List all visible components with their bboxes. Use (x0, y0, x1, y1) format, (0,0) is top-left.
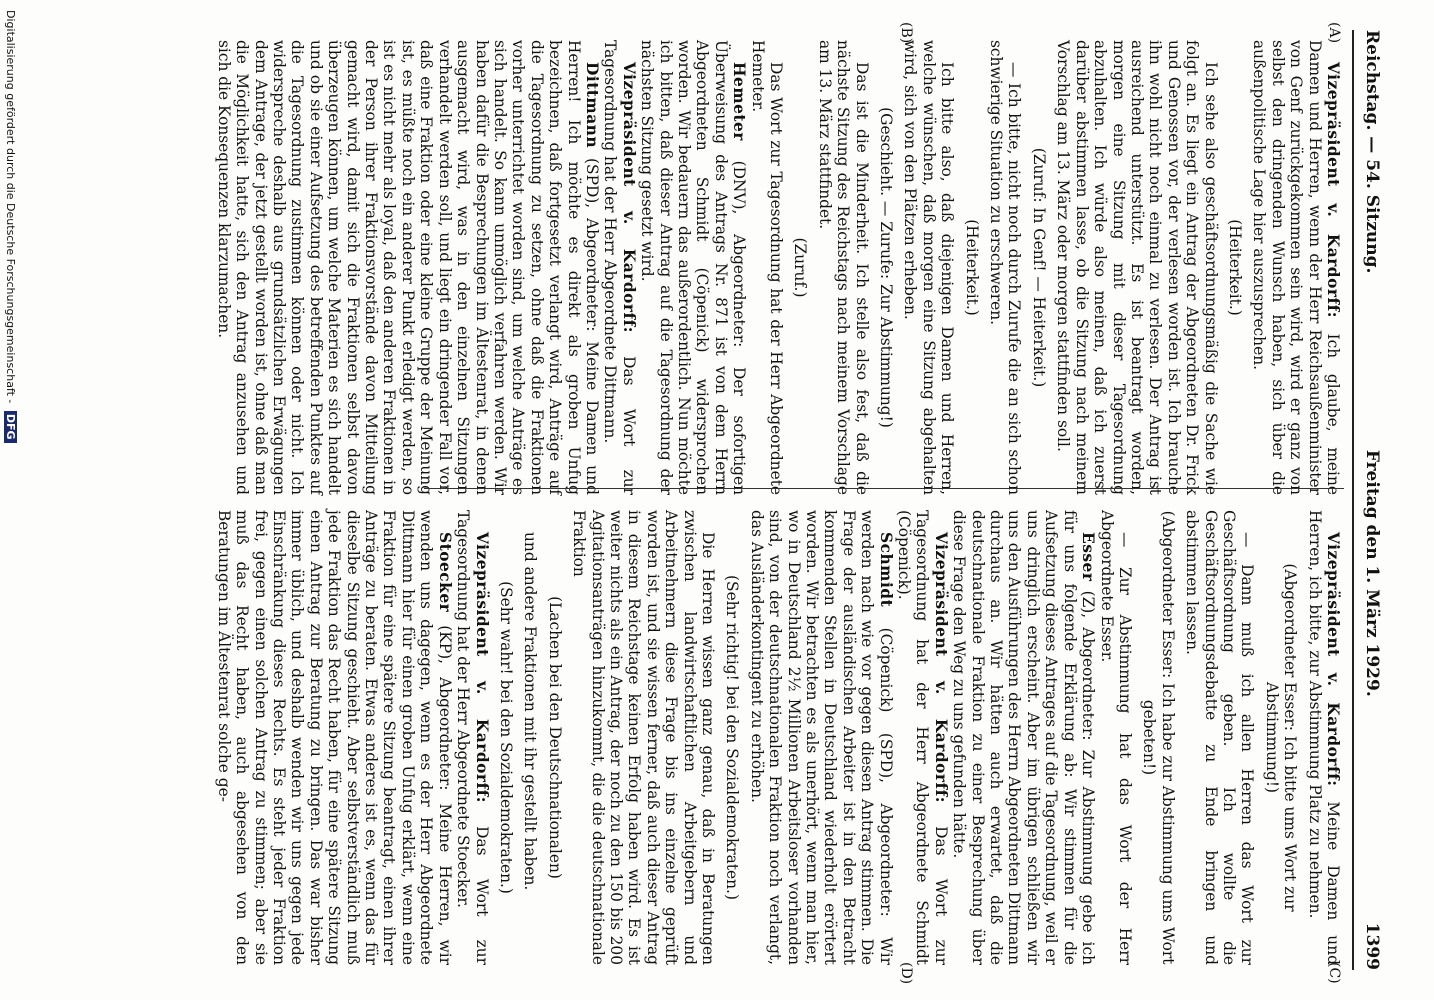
interjection: (Heiterkeit.) (962, 219, 981, 316)
footer (4, 10, 17, 990)
speaker-name: Vizepräsident v. Kardorff: (1324, 532, 1342, 787)
paragraph-text: Das Wort zur Tagesordnung hat der Herr Abgeordnete Stoecker. (454, 510, 491, 965)
paragraph (521, 510, 539, 965)
dfg-logo: DFG (4, 411, 17, 443)
speaker-name: Vizepräsident v. Kardorff: (472, 532, 491, 803)
paragraph (1054, 40, 1220, 495)
paragraph-text: Das Wort zur Tagesordnung hat der Herr Abgeordnete Hemeter. (748, 40, 786, 495)
margin-marker-d: (D) (898, 962, 914, 985)
paragraph (747, 510, 894, 965)
paragraph (1097, 510, 1134, 965)
header-rule (1352, 30, 1354, 970)
speaker-name: Esser (1079, 532, 1098, 582)
speaker-name: Dittmann (582, 62, 601, 149)
paragraph (214, 40, 601, 495)
header-date (1362, 450, 1382, 970)
paragraph-text: (Cöpenick) (SPD), Abgeordneter: Wir werden nach wie vor gegen diesen Antrag stimmen. Die Frage der ausländischen Arbeiter ist in den Betracht kommenden Stellen in Deutschland wiederholt erörtert worden. Wir betrachten es als unerhört, wenn man hier, wo in Deutschland 2½ Millionen Arbeitsloser vorhanden sind, von der deutschnationalen Fraktion noch verlangt, das Ausländerkontingent zu erhöhen. (747, 510, 895, 965)
paragraph-text: (SPD), Abgeordneter: Meine Damen und Herren! Ich möchte es direkt als groben Unfug bezeichnen, daß fortgesetzt verlangt wird, Anträge auf die Tagesordnung zu setzen, ohne daß die Fraktionen vorher unterrichtet worden sind, um welche Anträge es sich handelt. So kann unmöglich verfahren werden. Wir haben dafür die Besprechungen im Ältestenrat, in denen ausgemacht wird, was in den einzelnen Sitzungen verhandelt werden soll, und liegt ein dringender Fall vor, daß eine Fraktion oder eine kleine Gruppe der Meinung ist, es müßte noch ein anderer Punkt erledigt werden, so ist es nicht mehr als loyal, daß den anderen Fraktionen in der Person ihrer Fraktionsvorstände davon Mitteilung gemacht wird, damit sich die Fraktionen selbst davon überzeugen können, um welche Materien es sich handelt und ob sie einer Aufsetzung des betreffenden Punktes auf die Tagesordnung zustimmen können oder nicht. Ich widerspreche deshalb aus grundsätzlichen Erwägungen dem Antrage, der jetzt gestellt worden ist, ohne daß man die Möglichkeit hatte, sich den Antrag anzusehen und sich die Konsequenzen klarzumachen. (214, 40, 601, 495)
paragraph (1305, 510, 1342, 965)
interjection: (Sehr richtig! bei den Sozialdemokraten.) (723, 575, 742, 900)
page-number: 1399 (1362, 922, 1382, 970)
header-date-text: Freitag den 1. März 1929. (1362, 449, 1382, 697)
paragraph (1250, 40, 1342, 495)
interjection: (Lachen bei den Deutschnationalen) (545, 596, 564, 879)
interjection: (Zuruf: In Genf! — Heiterkeit.) (1029, 147, 1048, 388)
paragraph-text: Die Herren wissen ganz genau, daß in Beratungen zwischen landwirtschaftlichen Arbeitgebern und Arbeitnehmern diese Frage bis ins einzelne geprüft worden ist, und sie wissen ferner, daß auch dieser Antrag in diesem Reichstage keinen Erfolg haben wird. Es ist weiter nichts als ein Antrag, der noch zu den 150 bis 200 Agitationsanträgen hinzukommt, die die deutschnationale Fraktion (570, 510, 717, 965)
margin-marker-c: (C) (1326, 962, 1342, 984)
paragraph-text: (KP), Abgeordneter: Meine Herren, wir wenden uns dagegen, wenn es der Herr Abgeordnete Dittmann hier für einen groben Unfug erklärt, wenn eine Fraktion für eine spätere Sitzung beantragt, einen ihrer Anträge zu beraten. Etwas anderes ist es, wenn das für dieselbe Sitzung geschieht. Aber selbstverständlich muß jede Fraktion das Recht haben, für eine spätere Sitzung einen Antrag zur Beratung zu bringen. Das war bisher immer üblich, und deshalb wenden wir uns gegen jede Einschränkung dieses Rechts. Es steht jeder Fraktion frei, gegen einen solchen Antrag zu stimmen; aber sie muß das Recht haben, auch abgesehen von den Beratungen im Ältestenrat solche ge- (214, 510, 454, 965)
paragraph (1183, 510, 1257, 965)
paragraph-text: und andere Fraktionen mit ihr gestellt haben. (521, 532, 540, 891)
paragraph-text: Das ist die Minderheit. Ich stelle also fest, daß die nächste Sitzung des Reichstags nach meinem Vorschlage am 13. März stattfindet. (815, 40, 871, 495)
footer-text: Digitalisierung gefördert durch die Deutsche Forschungsgemeinschaft - (4, 10, 17, 404)
interjection: (Sehr wahr! bei den Sozialdemokraten.) (496, 581, 515, 894)
interjection: (Abgeordneter Esser: Ich bitte ums Wort zur Abstimmung!) (1262, 563, 1300, 912)
speaker-name: Hemeter (730, 62, 749, 141)
paragraph-text: Ich glaube, meine Damen und Herren, wenn der Herr Reichsaußenminister von Genf zurückgekommen sein wird, wird er ganz von selbst den dringenden Wunsch haben, sich über die außenpolitische Lage hier auszusprechen. (1250, 40, 1342, 495)
paragraph (454, 510, 491, 965)
paragraph (214, 510, 453, 965)
header-title: Reichstag. — 54. Sitzung. (1362, 30, 1382, 274)
paragraph (895, 510, 950, 965)
right-column (214, 510, 1342, 965)
paragraph-text: Das Wort zur Tagesordnung hat der Herr Abgeordnete Dittmann. (601, 40, 638, 495)
speaker-name: Schmidt (876, 532, 895, 608)
paragraph-text: (Z), Abgeordneter: Zur Abstimmung gebe ich für uns folgende Erklärung ab: Wir stimmen für die Aufsetzung dieses Antrages auf die Tagesordnung, weil er uns dringlich erscheint. Aber im übrigen schließen wir uns den Ausführungen des Herrn Abgeordneten Dittmann durchaus an. Wir hätten auch erwartet, daß die deutschnationale Fraktion zu einer Besprechung über diese Frage den Weg zu uns gefunden hätte. (950, 510, 1098, 965)
interjection: (Heiterkeit.) (1225, 219, 1244, 316)
interjection: (Abgeordneter Esser: Ich habe zur Abstimmung ums Wort gebeten!) (1140, 510, 1177, 965)
paragraph-text: — Dann muß ich allen Herren das Wort zur Geschäftsordnung geben. Ich wollte die Geschäftsordnungsdebatte zu Ende bringen und abstimmen lassen. (1183, 510, 1257, 965)
column-divider (424, 488, 1344, 489)
interjection: (Geschieht. — Zurufe: Zur Abstimmung!) (877, 107, 896, 428)
interjection: (Zuruf.) (791, 237, 810, 298)
margin-marker-b: (B) (898, 22, 914, 44)
paragraph-text: Ich sehe also geschäftsordnungsmäßig die Sache wie folgt an. Es liegt ein Antrag der Abgeordneten Dr. Frick und Genossen vor, der verlesen worden ist. Ich brauche ihn wohl nicht noch einmal zu verlesen. Der Antrag ist ausreichend unterstützt. Es ist beantragt worden, morgen eine Sitzung mit dieser Tagesordnung abzuhalten. Ich würde also meinen, daß ich zuerst darüber abstimmen lasse, ob die Sitzung nach meinem Vorschlag am 13. März oder morgen stattfinden soll. (1054, 40, 1220, 495)
speaker-name: Vizepräsident v. Kardorff: (931, 532, 950, 803)
left-column (214, 40, 1342, 495)
paragraph-text: Meine Damen und Herren, ich bitte, zur Abstimmung Platz zu nehmen. (1305, 510, 1342, 965)
paragraph (748, 40, 785, 495)
page-header (1352, 30, 1392, 970)
paragraph (601, 40, 638, 495)
speaker-name: Vizepräsident v. Kardorff: (1324, 62, 1342, 318)
paragraph (950, 510, 1097, 965)
paragraph-text: Ich bitte also, daß diejenigen Damen und Herren, welche wünschen, daß morgen eine Sitzung abgehalten wird, sich von den Plätzen erheben. (901, 40, 957, 495)
speaker-name: Stoecker (435, 532, 454, 613)
paragraph-text: — Zur Abstimmung hat das Wort der Herr Abgeordnete Esser. (1097, 510, 1134, 965)
paragraph (815, 40, 870, 495)
speaker-name: Vizepräsident v. Kardorff: (619, 62, 638, 333)
paragraph (987, 40, 1024, 495)
paragraph-text: Das Wort zur Tagesordnung hat der Herr Abgeordnete Schmidt (Cöpenick). (895, 510, 950, 965)
paragraph-text: — Ich bitte, nicht noch durch Zurufe die an sich schon schwierige Situation zu erschweren. (987, 40, 1024, 495)
margin-marker-a: (A) (1326, 22, 1342, 44)
paragraph (570, 510, 717, 965)
paragraph (638, 40, 748, 495)
paragraph-text: (DNV), Abgeordneter: Der sofortigen Überweisung des Antrags Nr. 871 ist von dem Herrn Abgeordneten Schmidt (Cöpenick) widersprochen worden. Wir bedauern das außerordentlich. Nun möchte ich bitten, daß dieser Antrag auf die Tagesordnung der nächsten Sitzung gesetzt wird. (638, 40, 749, 495)
paragraph (901, 40, 956, 495)
